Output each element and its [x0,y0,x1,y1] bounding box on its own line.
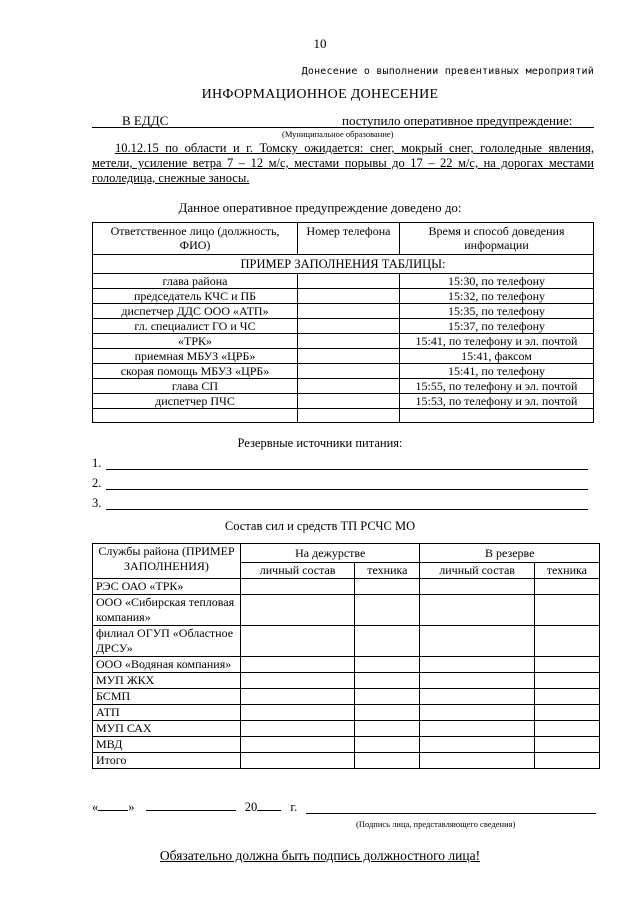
person-cell: гл. специалист ГО и ЧС [93,319,298,334]
reserve-power-title: Резервные источники питания: [237,436,403,450]
forces-value-cell [420,737,534,753]
time-method-cell: 15:53, по телефону и эл. почтой [400,394,594,409]
time-method-cell: 15:41, по телефону [400,364,594,379]
forces-value-cell [241,579,355,595]
forces-value-cell [355,721,420,737]
time-method-cell: 15:41, факсом [400,349,594,364]
phone-cell [298,334,400,349]
notification-row [93,364,594,379]
reserve-line-2: 2. [92,476,592,492]
person-cell: глава района [93,274,298,289]
reserve-line-3: 3. [92,496,592,512]
forces-value-cell [420,673,534,689]
person-cell: «ТРК» [93,334,298,349]
forces-value-cell [355,753,420,769]
forces-value-cell [241,721,355,737]
phone-cell [298,349,400,364]
forces-value-cell [534,705,599,721]
phone-cell [298,274,400,289]
forces-row [93,657,600,673]
notification-row [93,319,594,334]
phone-cell [298,319,400,334]
header-reserve: В резерве [420,544,600,563]
person-cell: диспетчер ДДС ООО «АТП» [93,304,298,319]
forces-row [93,721,600,737]
forces-value-cell [355,579,420,595]
person-cell: скорая помощь МБУЗ «ЦРБ» [93,364,298,379]
forces-value-cell [241,705,355,721]
forces-value-cell [241,657,355,673]
service-name-cell: РЭС ОАО «ТРК» [93,579,241,595]
forces-row [93,579,600,595]
person-cell: председатель КЧС и ПБ [93,289,298,304]
forces-row [93,737,600,753]
notification-row [93,394,594,409]
notification-row-empty [93,409,594,423]
service-name-cell: МВД [93,737,241,753]
forces-value-cell [534,579,599,595]
service-name-cell: АТП [93,705,241,721]
forces-value-cell [534,753,599,769]
forces-value-cell [534,689,599,705]
forces-value-cell [420,689,534,705]
forces-row [93,753,600,769]
forces-value-cell [241,753,355,769]
forces-value-cell [534,657,599,673]
notification-row [93,304,594,319]
phone-cell [298,289,400,304]
forces-value-cell [420,579,534,595]
forces-value-cell [241,737,355,753]
time-method-cell: 15:41, по телефону и эл. почтой [400,334,594,349]
footer-note: Обязательно должна быть подпись должностного лица! [159,848,481,863]
header-services: Службы района (ПРИМЕР ЗАПОЛНЕНИЯ) [93,544,241,579]
time-method-cell: 15:37, по телефону [400,319,594,334]
received-warning-label: поступило оперативное предупреждение: [342,113,573,128]
forces-value-cell [420,753,534,769]
time-method-cell: 15:30, по телефону [400,274,594,289]
service-name-cell: МУП САХ [93,721,241,737]
forces-value-cell [355,657,420,673]
notification-row [93,349,594,364]
forces-value-cell [355,737,420,753]
phone-cell [298,394,400,409]
signature-line [306,813,596,814]
forces-row [93,673,600,689]
time-method-cell: 15:32, по телефону [400,289,594,304]
service-name-cell: МУП ЖКХ [93,673,241,689]
subheader-duty-personnel: личный состав [241,563,355,579]
page-number: 10 [313,36,327,51]
service-name-cell: ООО «Сибирская тепловая компания» [93,595,241,626]
header-responsible-person: Ответственное лицо (должность, ФИО) [93,223,298,255]
phone-cell [298,379,400,394]
forces-value-cell [355,595,420,626]
forces-value-cell [420,657,534,673]
subheader-duty-equipment: техника [355,563,420,579]
empty-cell [400,409,594,423]
forces-value-cell [420,721,534,737]
reserve-line-1: 1. [92,456,592,472]
forces-value-cell [241,626,355,657]
service-name-cell: Итого [93,753,241,769]
forces-row [93,595,600,626]
warning-text: 10.12.15 по области и г. Томску ожидается: снег, мокрый снег, гололедные явления, метели, усиление ветра 7 – 12 м/с, местами порывы до 17 – 22 м/с, на дорогах местами гололедица, снежные заносы. [92,141,594,185]
forces-title: Состав сил и средств ТП РСЧС МО [224,519,416,533]
header-phone: Номер телефона [298,223,400,255]
forces-value-cell [534,595,599,626]
forces-value-cell [420,705,534,721]
forces-value-cell [355,673,420,689]
forces-row [93,626,600,657]
person-cell: диспетчер ПЧС [93,394,298,409]
forces-row [93,705,600,721]
forces-value-cell [534,673,599,689]
forces-value-cell [355,689,420,705]
phone-cell [298,304,400,319]
header-note: Донесение о выполнении превентивных мероприятий [301,66,594,77]
notification-row [93,334,594,349]
forces-value-cell [355,705,420,721]
service-name-cell: филиал ОГУП «Областное ДРСУ» [93,626,241,657]
forces-value-cell [241,689,355,705]
forces-value-cell [420,595,534,626]
brought-to-label: Данное оперативное предупреждение доведено до: [178,200,462,215]
person-cell: глава СП [93,379,298,394]
notification-row [93,379,594,394]
municipality-caption: (Муниципальное образование) [282,129,394,139]
forces-value-cell [355,626,420,657]
time-method-cell: 15:35, по телефону [400,304,594,319]
document-title: ИНФОРМАЦИОННОЕ ДОНЕСЕНИЕ [201,87,439,102]
forces-value-cell [241,595,355,626]
forces-value-cell [534,721,599,737]
person-cell: приемная МБУЗ «ЦРБ» [93,349,298,364]
notification-row [93,274,594,289]
empty-cell [93,409,298,423]
subheader-reserve-equipment: техника [534,563,599,579]
header-time-method: Время и способ доведения информации [400,223,594,255]
forces-value-cell [420,626,534,657]
empty-cell [298,409,400,423]
service-name-cell: БСМП [93,689,241,705]
notification-row [93,289,594,304]
forces-value-cell [241,673,355,689]
edds-to-label: В ЕДДС [122,113,169,128]
signature-caption: (Подпись лица, представляющего сведения) [356,819,516,829]
forces-row [93,689,600,705]
forces-table [92,543,600,769]
notification-table [92,222,594,423]
service-name-cell: ООО «Водяная компания» [93,657,241,673]
forces-value-cell [534,737,599,753]
subheader-reserve-personnel: личный состав [420,563,534,579]
header-on-duty: На дежурстве [241,544,420,563]
time-method-cell: 15:55, по телефону и эл. почтой [400,379,594,394]
forces-value-cell [534,626,599,657]
example-row: ПРИМЕР ЗАПОЛНЕНИЯ ТАБЛИЦЫ: [93,255,594,274]
phone-cell [298,364,400,379]
date-line: « » 20 г. [92,800,298,814]
